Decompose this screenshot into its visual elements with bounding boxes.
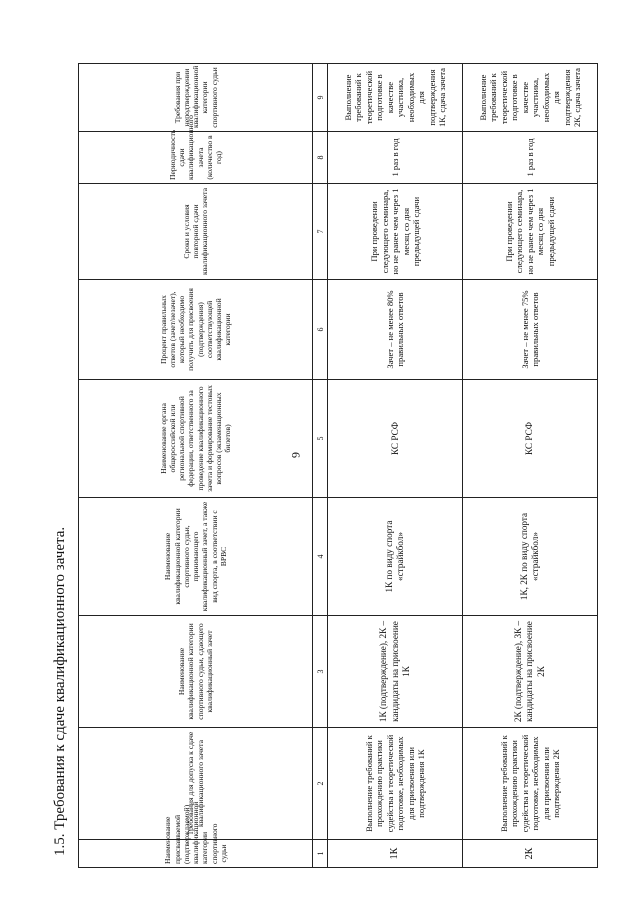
- header-cell: Наименование квалификационной категории спортивного судьи, принимающего квалификационный зачет, а также вид спорта, в соответствии с ВРВС: [79, 498, 313, 616]
- header-cell: Периодичность сдачи квалификационного зачета (количество в год): [79, 132, 313, 184]
- body-cell: КС РСФ: [328, 380, 463, 498]
- retake-cell: При проведении следующего семинара, но не ранее чем через 1 месяц со дня предыдущей сдачи: [463, 184, 598, 280]
- section-title: 1.5. Требования к сдаче квалификационного зачета.: [52, 526, 68, 856]
- category-cell: 1К: [328, 840, 463, 868]
- retake-cell: При проведении следующего семинара, но не ранее чем через 1 месяц со дня предыдущей сдачи: [328, 184, 463, 280]
- header-cell: Сроки и условия повторной сдачи квалификационного зачета: [79, 184, 313, 280]
- admission-cell: Выполнение требований к прохождению практики судейства и теоретической подготовке, необходимых для присвоения или подтверждения 1К: [328, 728, 463, 840]
- percent-cell: Зачет – не менее 75% правильных ответов: [463, 280, 598, 380]
- failure-cell: Выполнение требований к теоретической подготовке в качестве участника, необходимых для подтверждения 1К, сдача зачета: [328, 64, 463, 132]
- category-cell: 2К: [463, 840, 598, 868]
- examinee-cell: 1К (подтверждение), 2К – кандидаты на присвоение 1К: [328, 616, 463, 728]
- column-number: 9: [313, 64, 328, 132]
- column-number: 5: [313, 380, 328, 498]
- header-cell: Наименование квалификационной категории спортивного судьи, сдающего квалификационный зачет: [79, 616, 313, 728]
- header-cell: Требования для допуска к сдаче квалификационного зачета: [79, 728, 313, 840]
- column-number: 2: [313, 728, 328, 840]
- column-number: 1: [313, 840, 328, 868]
- header-cell: Наименование органа общероссийской или региональной спортивной федерации, ответственного за проведение квалификационного зачета и формирование тестовых вопросов (экзаменационных билетов): [79, 380, 313, 498]
- examiner-cell: 1К по виду спорта «страйкбол»: [328, 498, 463, 616]
- table-row: [463, 64, 598, 868]
- table-row: [328, 64, 463, 868]
- frequency-cell: 1 раз в год: [463, 132, 598, 184]
- column-number: 4: [313, 498, 328, 616]
- examinee-cell: 2К (подтверждение), 3К – кандидаты на присвоение 2К: [463, 616, 598, 728]
- percent-cell: Зачет – не менее 80% правильных ответов: [328, 280, 463, 380]
- header-cell: Требования при неподтверждении квалификационной категории спортивного судьи: [79, 64, 313, 132]
- column-number: 3: [313, 616, 328, 728]
- table-header-row: [79, 64, 313, 868]
- frequency-cell: 1 раз в год: [328, 132, 463, 184]
- column-number-row: [313, 64, 328, 868]
- column-number: 6: [313, 280, 328, 380]
- failure-cell: Выполнение требований к теоретической подготовке в качестве участника, необходимых для подтверждения 2К, сдача зачета: [463, 64, 598, 132]
- page-number: 6: [289, 452, 303, 458]
- admission-cell: Выполнение требований к прохождению практики судейства и теоретической подготовке, необходимых для присвоения или подтверждения 2К: [463, 728, 598, 840]
- header-cell: Наименование присваиваемой (подтверждаемой) квалификационной категории спортивного судьи: [79, 840, 313, 868]
- header-cell: Процент правильных ответов (зачет/незачет), который необходимо получить для присвоения (подтверждения) соответствующей квалификационной категории: [79, 280, 313, 380]
- qualification-test-table: [78, 63, 598, 868]
- column-number: 8: [313, 132, 328, 184]
- examiner-cell: 1К, 2К по виду спорта «страйкбол»: [463, 498, 598, 616]
- rotated-content: [20, 8, 620, 868]
- body-cell: КС РСФ: [463, 380, 598, 498]
- column-number: 7: [313, 184, 328, 280]
